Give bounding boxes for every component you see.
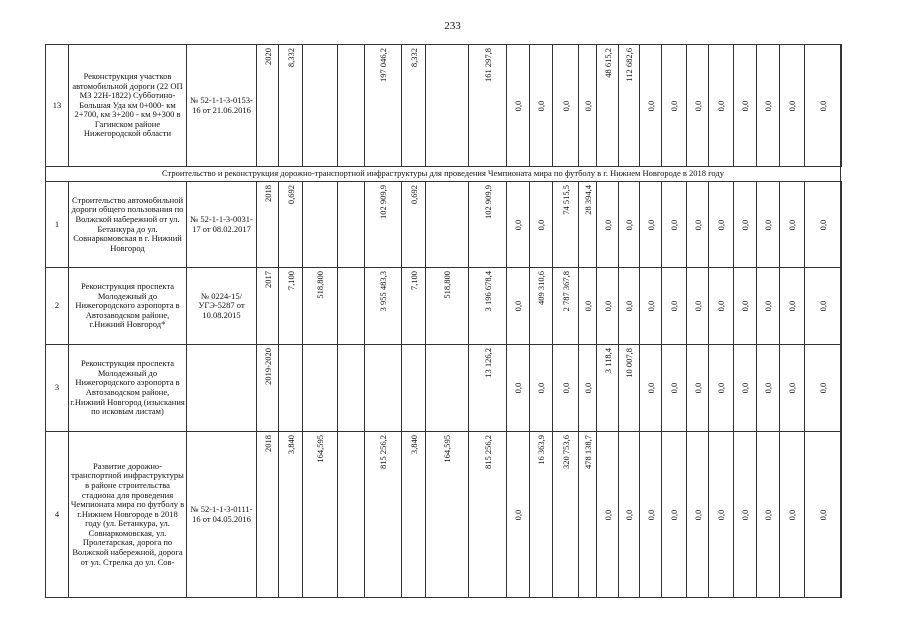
value-cell xyxy=(640,345,662,432)
value-text: 0,0 xyxy=(817,300,828,312)
value-cell xyxy=(553,182,579,268)
value-text: 164,595 xyxy=(442,435,452,463)
value-text: 0,0 xyxy=(602,300,613,312)
value-text: 0,0 xyxy=(716,382,726,394)
value-cell xyxy=(640,182,662,268)
value-text: 8,332 xyxy=(408,48,419,68)
value-text: 112 682,6 xyxy=(624,48,634,82)
value-text: 0,0 xyxy=(740,219,750,230)
value-cell xyxy=(303,182,338,268)
value-text: 0,0 xyxy=(817,382,828,394)
value-text: 0,692 xyxy=(285,185,296,205)
value-cell xyxy=(640,432,662,598)
value-text: 2018 xyxy=(262,185,273,202)
value-cell xyxy=(402,345,426,432)
value-cell xyxy=(597,182,619,268)
section-title: Строительство и реконструкция дорожно-транспортной инфраструктуры для проведения Чемпионата мира по футболу в г. Нижнем Новгороде в 2018 году xyxy=(46,167,841,182)
value-text: 0,0 xyxy=(817,100,828,111)
value-text: 0,0 xyxy=(692,300,703,312)
value-cell xyxy=(402,432,426,598)
value-cell xyxy=(303,432,338,598)
value-cell xyxy=(257,268,279,345)
value-text: 0,0 xyxy=(536,382,546,394)
value-text: 815 256,2 xyxy=(482,435,493,469)
value-text: 102 909,9 xyxy=(378,185,388,219)
value-cell xyxy=(579,345,597,432)
value-cell xyxy=(365,345,402,432)
value-cell xyxy=(579,268,597,345)
value-cell xyxy=(734,432,757,598)
value-text: 0,0 xyxy=(513,382,523,394)
value-text: 0,0 xyxy=(536,100,546,111)
value-text: 0,0 xyxy=(740,509,750,520)
value-text xyxy=(841,100,842,111)
value-text: 0,0 xyxy=(582,382,593,394)
value-cell xyxy=(619,182,640,268)
table-row xyxy=(46,432,842,598)
value-cell xyxy=(530,345,553,432)
value-cell xyxy=(279,345,303,432)
value-cell xyxy=(338,182,365,268)
value-text: 0,0 xyxy=(787,219,797,230)
value-cell xyxy=(687,268,709,345)
value-cell xyxy=(780,268,805,345)
value-cell xyxy=(757,182,780,268)
value-cell xyxy=(734,182,757,268)
value-cell xyxy=(709,45,734,167)
value-text: 0,0 xyxy=(740,100,750,111)
value-cell xyxy=(402,45,426,167)
value-text: 0,0 xyxy=(560,382,571,394)
value-cell xyxy=(507,432,530,598)
project-description: Реконструкция проспекта Молодежный до Нижегородского аэропорта в Автозаводском районе, г.Нижний Новгород (изыскания по исковым листам) xyxy=(69,345,187,432)
value-text: 0,0 xyxy=(740,300,750,312)
value-text: 0,0 xyxy=(787,382,797,394)
value-text: 0,0 xyxy=(624,219,634,230)
value-cell xyxy=(507,182,530,268)
value-text: 0,0 xyxy=(669,100,679,111)
value-cell xyxy=(640,45,662,167)
value-text: 0,0 xyxy=(669,219,679,230)
value-cell xyxy=(426,45,469,167)
table-row xyxy=(46,45,842,167)
table-row xyxy=(46,182,842,268)
value-cell xyxy=(530,268,553,345)
value-text: 0,0 xyxy=(692,100,703,111)
value-text: 0,0 xyxy=(624,300,634,312)
value-cell xyxy=(687,45,709,167)
value-text xyxy=(841,383,842,394)
value-cell xyxy=(303,345,338,432)
value-text: 2020 xyxy=(262,48,273,65)
contract-reference: № 0224-15/УГЭ-5287 от 10.08.2015 xyxy=(187,268,257,345)
value-cell xyxy=(257,432,279,598)
value-cell xyxy=(338,268,365,345)
value-cell xyxy=(530,432,553,598)
value-cell xyxy=(507,345,530,432)
value-text: 0,0 xyxy=(513,509,523,520)
value-cell xyxy=(841,432,842,598)
value-cell xyxy=(734,45,757,167)
projects-table xyxy=(45,44,842,598)
value-text: 0,0 xyxy=(513,100,523,111)
value-cell xyxy=(805,345,841,432)
value-cell xyxy=(469,432,507,598)
value-text: 0,0 xyxy=(763,100,773,111)
value-cell xyxy=(469,345,507,432)
value-cell xyxy=(780,45,805,167)
value-text: 0,0 xyxy=(624,509,634,520)
value-cell xyxy=(757,45,780,167)
value-text: 815 256,2 xyxy=(378,435,388,469)
value-cell xyxy=(780,432,805,598)
value-text: 0,0 xyxy=(645,509,656,520)
contract-reference: № 52-1-1-3-0111-16 от 04.05.2016 xyxy=(187,432,257,598)
value-cell xyxy=(426,268,469,345)
row-number: 13 xyxy=(46,45,69,167)
value-cell xyxy=(805,432,841,598)
value-cell xyxy=(687,432,709,598)
value-cell xyxy=(303,45,338,167)
value-cell xyxy=(619,345,640,432)
value-cell xyxy=(579,432,597,598)
value-text xyxy=(841,219,842,230)
value-text: 2 787 367,8 xyxy=(560,271,571,312)
value-cell xyxy=(469,182,507,268)
value-cell xyxy=(553,268,579,345)
value-text: 0,0 xyxy=(817,219,828,230)
row-number: 4 xyxy=(46,432,69,598)
value-cell xyxy=(841,268,842,345)
value-text: 197 046,2 xyxy=(378,48,388,82)
value-cell xyxy=(687,182,709,268)
value-cell xyxy=(579,182,597,268)
value-text: 0,0 xyxy=(763,219,773,230)
value-cell xyxy=(841,345,842,432)
value-text: 0,0 xyxy=(645,100,656,111)
value-text: 2017 xyxy=(262,271,273,288)
value-cell xyxy=(619,45,640,167)
value-cell xyxy=(757,432,780,598)
value-cell xyxy=(338,345,365,432)
value-text xyxy=(841,301,842,312)
value-text: 518,800 xyxy=(442,271,452,299)
value-text: 0,0 xyxy=(669,382,679,394)
value-text: 7,100 xyxy=(285,271,296,291)
value-cell xyxy=(805,45,841,167)
value-text: 0,0 xyxy=(513,300,523,312)
value-cell xyxy=(805,268,841,345)
value-cell xyxy=(780,345,805,432)
value-cell xyxy=(553,432,579,598)
value-cell xyxy=(734,345,757,432)
value-cell xyxy=(619,268,640,345)
value-text: 3,840 xyxy=(285,435,296,455)
value-text: 0,0 xyxy=(787,100,797,111)
contract-reference: № 52-1-1-3-0153-16 от 21.06.2016 xyxy=(187,45,257,167)
value-text: 0,0 xyxy=(513,219,523,230)
value-text: 3 118,4 xyxy=(602,348,613,374)
value-text: 164,595 xyxy=(315,435,325,463)
value-cell xyxy=(426,345,469,432)
section-header-row xyxy=(46,167,842,182)
value-cell xyxy=(757,268,780,345)
value-text: 0,0 xyxy=(787,300,797,312)
value-text: 28 394,4 xyxy=(582,185,593,215)
value-cell xyxy=(507,268,530,345)
value-cell xyxy=(597,268,619,345)
value-cell xyxy=(338,45,365,167)
value-cell xyxy=(279,45,303,167)
value-cell xyxy=(279,182,303,268)
value-cell xyxy=(257,182,279,268)
value-cell xyxy=(757,345,780,432)
value-cell xyxy=(841,182,842,268)
value-cell xyxy=(805,182,841,268)
value-cell xyxy=(469,45,507,167)
value-cell xyxy=(365,45,402,167)
value-cell xyxy=(780,182,805,268)
value-cell xyxy=(257,45,279,167)
value-text: 2019-2020 xyxy=(262,348,273,385)
value-cell xyxy=(530,182,553,268)
value-cell xyxy=(426,432,469,598)
value-cell xyxy=(597,432,619,598)
value-text: 0,0 xyxy=(692,219,703,230)
value-cell xyxy=(365,268,402,345)
value-text: 0,0 xyxy=(582,300,593,312)
value-text: 0,0 xyxy=(787,509,797,520)
value-cell xyxy=(279,432,303,598)
value-cell xyxy=(365,432,402,598)
value-text: 0,0 xyxy=(536,219,546,230)
table-row xyxy=(46,268,842,345)
value-cell xyxy=(687,345,709,432)
value-cell xyxy=(579,45,597,167)
value-cell xyxy=(709,268,734,345)
value-text: 0,0 xyxy=(645,382,656,394)
contract-reference: № 52-1-1-3-0031-17 от 08.02.2017 xyxy=(187,182,257,268)
value-text: 8,332 xyxy=(285,48,296,68)
value-cell xyxy=(507,45,530,167)
value-cell xyxy=(662,182,687,268)
value-text: 0,0 xyxy=(692,382,703,394)
value-cell xyxy=(662,268,687,345)
value-cell xyxy=(619,432,640,598)
value-text: 7,100 xyxy=(408,271,419,291)
value-text: 0,0 xyxy=(716,100,726,111)
value-text: 518,800 xyxy=(315,271,325,299)
project-description: Развитие дорожно-транспортной инфраструктуры в районе строительства стадиона для проведения Чемпионата мира по футболу в г.Нижнем Новгороде в 2018 году (ул. Бетанкура, ул. Совнаркомовская, ул. Пролетарская, дорога по Волжской набережной, дорога от ул. Стрелка до ул. Сов- xyxy=(69,432,187,598)
value-cell xyxy=(303,268,338,345)
value-text: 0,0 xyxy=(716,300,726,312)
value-text: 3 196 678,4 xyxy=(482,271,493,312)
value-text: 0,0 xyxy=(669,300,679,312)
value-text: 102 909,9 xyxy=(482,185,493,219)
value-cell xyxy=(734,268,757,345)
value-text: 3,840 xyxy=(408,435,419,455)
value-text: 409 310,6 xyxy=(536,271,546,305)
value-cell xyxy=(553,45,579,167)
value-text: 48 615,2 xyxy=(602,48,613,78)
value-text: 0,0 xyxy=(602,219,613,230)
value-text: 0,0 xyxy=(763,300,773,312)
value-text: 0,0 xyxy=(716,219,726,230)
value-cell xyxy=(597,345,619,432)
value-cell xyxy=(640,268,662,345)
row-number: 1 xyxy=(46,182,69,268)
row-number: 2 xyxy=(46,268,69,345)
value-cell xyxy=(662,345,687,432)
value-text: 0,0 xyxy=(669,509,679,520)
value-text: 0,692 xyxy=(408,185,419,205)
value-cell xyxy=(469,268,507,345)
value-cell xyxy=(709,432,734,598)
value-text: 74 515,5 xyxy=(560,185,571,215)
value-text: 10 007,8 xyxy=(624,348,634,378)
value-cell xyxy=(553,345,579,432)
row-number: 3 xyxy=(46,345,69,432)
value-text: 0,0 xyxy=(645,219,656,230)
value-cell xyxy=(662,432,687,598)
value-cell xyxy=(402,268,426,345)
value-cell xyxy=(530,45,553,167)
value-cell xyxy=(709,345,734,432)
value-text: 0,0 xyxy=(560,100,571,111)
value-cell xyxy=(279,268,303,345)
value-text xyxy=(841,509,842,520)
value-text: 161 297,8 xyxy=(482,48,493,82)
value-text: 0,0 xyxy=(692,509,703,520)
value-text: 0,0 xyxy=(582,100,593,111)
value-text: 2018 xyxy=(262,435,273,452)
page-number: 233 xyxy=(444,20,461,32)
contract-reference xyxy=(187,345,257,432)
value-text: 0,0 xyxy=(740,382,750,394)
value-cell xyxy=(257,345,279,432)
value-text: 478 138,7 xyxy=(582,435,593,469)
value-cell xyxy=(597,45,619,167)
value-text: 0,0 xyxy=(817,509,828,520)
value-cell xyxy=(841,45,842,167)
value-cell xyxy=(365,182,402,268)
value-text: 0,0 xyxy=(602,509,613,520)
value-cell xyxy=(426,182,469,268)
value-text: 3 955 483,3 xyxy=(378,271,388,312)
project-description: Реконструкция участков автомобильной дороги (22 ОП МЗ 22Н-1822) Субботино-Большая Уда км 0+000- км 2+700, км 3+200 - км 9+300 в Гагинском районе Нижегородской области xyxy=(69,45,187,167)
value-cell xyxy=(662,45,687,167)
value-text: 0,0 xyxy=(645,300,656,312)
value-cell xyxy=(338,432,365,598)
value-text: 0,0 xyxy=(763,509,773,520)
table-row xyxy=(46,345,842,432)
project-description: Строительство автомобильной дороги общего пользования по Волжской набережной от ул. Бетанкура до ул. Совнаркомовская в г. Нижний Новгород xyxy=(69,182,187,268)
value-cell xyxy=(402,182,426,268)
value-text: 0,0 xyxy=(763,382,773,394)
value-text: 13 126,2 xyxy=(482,348,493,378)
value-text: 0,0 xyxy=(716,509,726,520)
value-cell xyxy=(709,182,734,268)
value-text: 320 753,6 xyxy=(560,435,571,469)
value-text: 16 363,9 xyxy=(536,435,546,465)
project-description: Реконструкция проспекта Молодежный до Нижегородского аэропорта в Автозаводском районе, г.Нижний Новгород* xyxy=(69,268,187,345)
